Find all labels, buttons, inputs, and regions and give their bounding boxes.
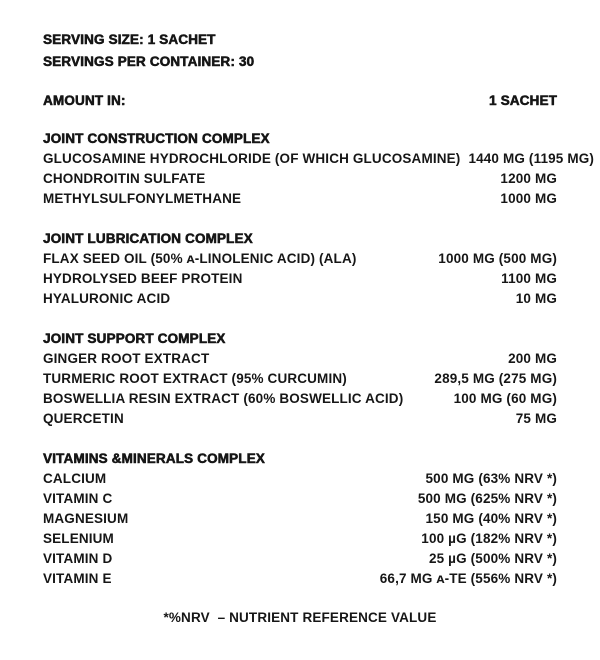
amount-in-value: 1 SACHET <box>489 93 557 108</box>
ingredient-row <box>43 249 557 269</box>
ingredient-name: SELENIUM <box>43 531 114 546</box>
ingredient-name: MAGNESIUM <box>43 511 129 526</box>
ingredient-row <box>43 289 557 309</box>
ingredient-row <box>43 369 557 389</box>
ingredient-amount: 100 µG (182% NRV *) <box>421 531 557 546</box>
ingredient-name: FLAX SEED OIL (50% ᴀ-LINOLENIC ACID) (ALA) <box>43 251 357 266</box>
ingredient-name: HYALURONIC ACID <box>43 291 171 306</box>
ingredient-section <box>43 229 557 309</box>
ingredient-amount: 1440 MG (1195 MG) <box>468 151 595 166</box>
section-rows <box>43 349 557 429</box>
ingredient-name: BOSWELLIA RESIN EXTRACT (60% BOSWELLIC ACID) <box>43 391 404 406</box>
ingredient-name: QUERCETIN <box>43 411 124 426</box>
ingredient-amount: 75 MG <box>515 411 557 426</box>
section-title: JOINT CONSTRUCTION COMPLEX <box>43 131 270 146</box>
ingredient-row <box>43 569 557 589</box>
section-title: JOINT LUBRICATION COMPLEX <box>43 231 253 246</box>
ingredient-name: CALCIUM <box>43 471 107 486</box>
ingredient-amount: 200 MG <box>508 351 557 366</box>
ingredient-name: VITAMIN C <box>43 491 113 506</box>
section-title: VITAMINS &MINERALS COMPLEX <box>43 451 265 466</box>
sections <box>43 129 595 589</box>
ingredient-row <box>43 189 557 209</box>
ingredient-amount: 150 MG (40% NRV *) <box>425 511 557 526</box>
ingredient-amount: 500 MG (625% NRV *) <box>417 491 557 506</box>
ingredient-amount: 1000 MG (500 MG) <box>438 251 557 266</box>
ingredient-row <box>43 149 595 169</box>
ingredient-amount: 10 MG <box>515 291 557 306</box>
ingredient-amount: 1100 MG <box>501 271 557 286</box>
ingredient-amount: 500 MG (63% NRV *) <box>425 471 557 486</box>
ingredient-section <box>43 449 557 589</box>
section-rows <box>43 469 557 589</box>
ingredient-amount: 66,7 MG ᴀ-TE (556% NRV *) <box>379 571 557 586</box>
servings-per-container-line: SERVINGS PER CONTAINER: 30 <box>43 54 255 69</box>
amount-header-row <box>43 91 557 111</box>
nrv-footnote: *%NRV – NUTRIENT REFERENCE VALUE <box>163 610 437 625</box>
ingredient-name: GINGER ROOT EXTRACT <box>43 351 210 366</box>
ingredient-amount: 25 µG (500% NRV *) <box>428 551 557 566</box>
ingredient-name: VITAMIN D <box>43 551 113 566</box>
ingredient-amount: 100 MG (60 MG) <box>453 391 557 406</box>
amount-in-label: AMOUNT IN: <box>43 93 126 108</box>
ingredient-row <box>43 349 557 369</box>
ingredient-name: HYDROLYSED BEEF PROTEIN <box>43 271 243 286</box>
ingredient-row <box>43 549 557 569</box>
ingredient-name: VITAMIN E <box>43 571 112 586</box>
section-rows <box>43 249 557 309</box>
ingredient-row <box>43 389 557 409</box>
ingredient-row <box>43 529 557 549</box>
ingredient-name: GLUCOSAMINE HYDROCHLORIDE (OF WHICH GLUCOSAMINE) <box>43 151 461 166</box>
section-title: JOINT SUPPORT COMPLEX <box>43 331 226 346</box>
ingredient-amount: 1000 MG <box>500 191 557 206</box>
ingredient-section <box>43 329 557 429</box>
serving-size-line: SERVING SIZE: 1 SACHET <box>43 32 216 47</box>
ingredient-row <box>43 269 557 289</box>
ingredient-row <box>43 469 557 489</box>
ingredient-name: METHYLSULFONYLMETHANE <box>43 191 242 206</box>
ingredient-amount: 1200 MG <box>500 171 557 186</box>
ingredient-row <box>43 409 557 429</box>
ingredient-name: CHONDROITIN SULFATE <box>43 171 206 186</box>
ingredient-name: TURMERIC ROOT EXTRACT (95% CURCUMIN) <box>43 371 347 386</box>
section-rows <box>43 149 595 209</box>
ingredient-row <box>43 489 557 509</box>
ingredient-row <box>43 169 557 189</box>
ingredient-row <box>43 509 557 529</box>
ingredient-section <box>43 129 595 209</box>
ingredient-amount: 289,5 MG (275 MG) <box>434 371 557 386</box>
